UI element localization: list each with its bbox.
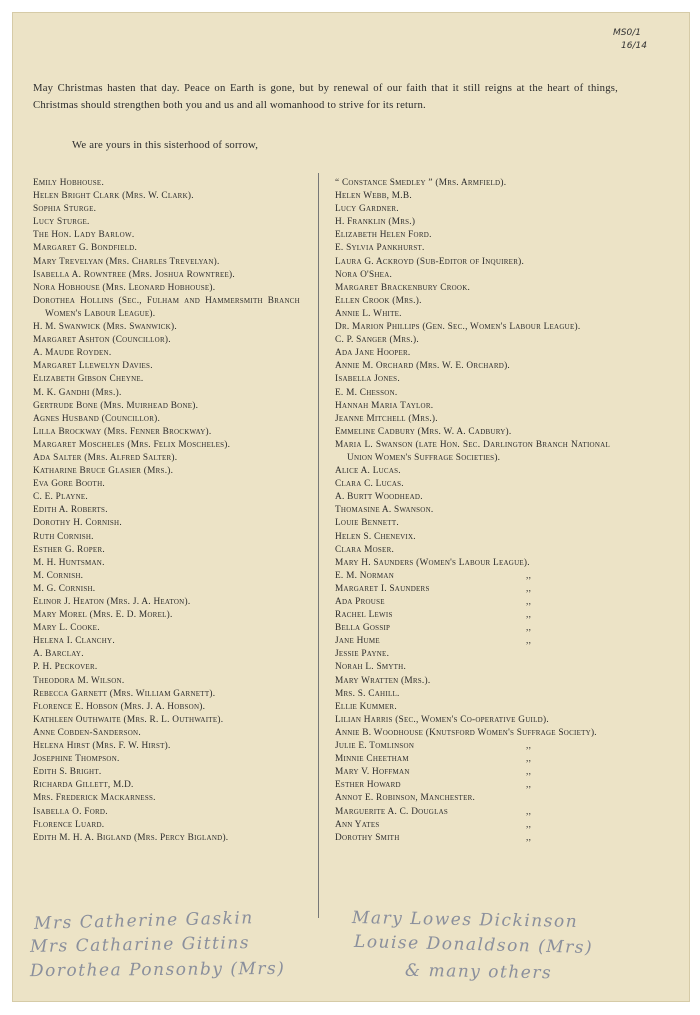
signatory-entry xyxy=(33,727,300,740)
signatory-entry xyxy=(33,504,300,517)
signatory-name: M. H. Huntsman. xyxy=(33,557,105,568)
signatory-entry xyxy=(33,242,300,255)
signatory-name: Emmeline Cadbury (Mrs. W. A. Cadbury). xyxy=(335,426,512,437)
signatory-entry xyxy=(33,229,300,242)
signatory-entry xyxy=(335,229,610,242)
signatory-entry xyxy=(33,373,300,386)
signatory-name: Margaret Ashton (Councillor). xyxy=(33,335,171,346)
signatory-name: Dr. Marion Phillips (Gen. Sec., Women's Labour League). xyxy=(335,322,581,333)
signatory-name: Esther Howard xyxy=(335,780,401,791)
signatory-entry xyxy=(33,832,300,845)
signatory-name: Florence Luard. xyxy=(33,819,105,830)
signatory-entry: Mary V. Hoffman ,, xyxy=(335,767,532,778)
signatory-name: Agnes Husband (Councillor). xyxy=(33,413,161,424)
signatory-entry xyxy=(33,688,300,701)
signatory-entry: Jane Hume ,, xyxy=(335,636,532,647)
signatory-entry xyxy=(33,648,300,661)
signatory-entry xyxy=(335,334,610,347)
signatory-name: A. Burtt Woodhead. xyxy=(335,492,423,503)
signatory-entry xyxy=(335,439,610,465)
signatory-name: Margaret Llewelyn Davies. xyxy=(33,361,153,372)
signatory-entry xyxy=(33,596,300,609)
signatory-name: Helena I. Clanchy. xyxy=(33,636,115,647)
signatory-name: Margaret G. Bondfield. xyxy=(33,243,138,254)
signatory-entry xyxy=(33,465,300,478)
signatory-name: Anne Cobden-Sanderson. xyxy=(33,727,141,738)
signatory-name: Ellie Kummer. xyxy=(335,701,397,712)
signatory-name: H. Franklin (Mrs.) xyxy=(335,217,416,228)
signatory-name: Margaret Moscheles (Mrs. Felix Moscheles). xyxy=(33,439,231,450)
signatory-entry xyxy=(33,622,300,635)
signatory-entry xyxy=(335,701,610,714)
signatory-entry: Ada Prouse ,, xyxy=(335,597,532,607)
signatory-entry xyxy=(33,269,300,282)
signatory-entry xyxy=(33,819,300,832)
signatory-name: Annie B. Woodhouse (Knutsford Women's Suffrage Society). xyxy=(335,727,597,738)
signatory-entry xyxy=(33,177,300,190)
signatory-entry xyxy=(33,321,300,334)
signatory-name: M. K. Gandhi (Mrs.). xyxy=(33,387,122,398)
signatory-entry xyxy=(33,753,300,766)
signatory-name: Helen Bright Clark (Mrs. W. Clark). xyxy=(33,191,194,202)
signatory-entry xyxy=(33,413,300,426)
signatory-entry: Margaret I. Saunders ,, xyxy=(335,583,532,594)
signatory-entry xyxy=(33,531,300,544)
signatory-entry xyxy=(33,203,300,216)
signatory-name: Ada Salter (Mrs. Alfred Salter). xyxy=(33,452,178,463)
signatory-name: Annie L. White. xyxy=(335,308,402,319)
signatory-entry xyxy=(335,413,610,426)
signatory-name: Helena Hirst (Mrs. F. W. Hirst). xyxy=(33,741,171,752)
signatory-entry xyxy=(335,295,610,308)
signatory-name: Ellen Crook (Mrs.). xyxy=(335,295,422,306)
signatory-entry xyxy=(335,517,610,530)
signatory-entry: Dorothy Smith ,, xyxy=(335,832,532,843)
signatory-name: Isabella O. Ford. xyxy=(33,806,108,817)
signatory-entry xyxy=(335,557,610,570)
signatory-entry xyxy=(33,544,300,557)
signatory-entry xyxy=(335,478,610,491)
signatory-name: Norah L. Smyth. xyxy=(335,662,407,673)
signatory-name: A. Barclay. xyxy=(33,649,84,660)
signatory-name: Richarda Gillett, M.D. xyxy=(33,780,134,791)
signatory-name: Florence E. Hobson (Mrs. J. A. Hobson). xyxy=(33,701,206,712)
signatory-entry xyxy=(335,426,610,439)
signatory-name: Nora O'Shea. xyxy=(335,269,393,280)
signatory-entry xyxy=(33,439,300,452)
handwritten-signature: & many others xyxy=(404,960,553,984)
signatory-entry xyxy=(335,531,610,544)
signatory-entry xyxy=(335,216,610,229)
signatory-entry xyxy=(335,269,610,282)
signatory-name: Mary H. Saunders (Women's Labour League). xyxy=(335,557,530,568)
signatory-entry xyxy=(33,806,300,819)
signatory-name: Mary Wratten (Mrs.). xyxy=(335,675,431,686)
signatory-entry xyxy=(33,347,300,360)
signatory-name: Isabella A. Rowntree (Mrs. Joshua Rowntree). xyxy=(33,269,235,280)
signatory-name: Laura G. Ackroyd (Sub-Editor of Inquirer). xyxy=(335,256,525,267)
signatory-name: C. E. Playne. xyxy=(33,492,88,503)
signatory-name: Lilian Harris (Sec., Women's Co-operative Guild). xyxy=(335,714,549,725)
signatory-name: Julie E. Tomlinson xyxy=(335,741,415,752)
signatory-name: Ada Jane Hooper. xyxy=(335,348,411,359)
signatory-entry xyxy=(33,387,300,400)
signatory-entry xyxy=(33,635,300,648)
signatory-entry xyxy=(335,465,610,478)
signatory-entry xyxy=(335,400,610,413)
signatory-name: Dorothea Hollins (Sec., Fulham and Hammersmith Branch Women's Labour League). xyxy=(33,295,300,319)
signatory-entry xyxy=(33,190,300,203)
signatory-name: Lilla Brockway (Mrs. Fenner Brockway). xyxy=(33,426,212,437)
signatory-entry xyxy=(33,334,300,347)
signatory-name: Hannah Maria Taylor. xyxy=(335,400,434,411)
signatory-entry xyxy=(33,256,300,269)
signatory-entry xyxy=(33,491,300,504)
signatory-name: Katharine Bruce Glasier (Mrs.). xyxy=(33,466,174,477)
signatory-name: Edith A. Roberts. xyxy=(33,505,108,516)
signatory-name: Jeanne Mitchell (Mrs.). xyxy=(335,413,438,424)
signatory-entry xyxy=(33,714,300,727)
signatory-entry xyxy=(33,282,300,295)
handwritten-signature: Dorothea Ponsonby (Mrs) xyxy=(29,958,286,982)
signatory-entry xyxy=(335,242,610,255)
signatory-entry xyxy=(335,177,610,190)
signatory-entry xyxy=(33,792,300,805)
signatory-name: Mrs. Frederick Mackarness. xyxy=(33,793,156,804)
signatory-entry xyxy=(335,282,610,295)
signatory-name: Clara Moser. xyxy=(335,544,395,555)
signatory-name: Annot E. Robinson, Manchester. xyxy=(335,793,476,804)
signatory-entry xyxy=(33,400,300,413)
signatory-entry: Rachel Lewis ,, xyxy=(335,610,532,621)
signatory-name: Alice A. Lucas. xyxy=(335,466,401,477)
signatory-entry xyxy=(335,347,610,360)
signatory-name: Jessie Payne. xyxy=(335,649,390,660)
signatory-name: The Hon. Lady Barlow. xyxy=(33,230,135,241)
signatory-name: E. M. Norman xyxy=(335,570,395,581)
signatory-entry: Julie E. Tomlinson ,, xyxy=(335,741,532,752)
signatory-name: Ada Prouse xyxy=(335,597,385,607)
signatory-entry xyxy=(335,360,610,373)
signatory-name: Edith M. H. A. Bigland (Mrs. Percy Bigland). xyxy=(33,832,229,843)
signatory-entry: Ann Yates ,, xyxy=(335,819,532,830)
signatory-name: Eva Gore Booth. xyxy=(33,479,105,490)
signatory-name: M. G. Cornish. xyxy=(33,583,96,594)
signatory-entry xyxy=(33,675,300,688)
signatory-entry xyxy=(33,740,300,753)
signatory-name: Lucy Gardner. xyxy=(335,204,399,215)
signatory-name: P. H. Peckover. xyxy=(33,662,98,673)
signatory-name: M. Cornish. xyxy=(33,570,84,581)
signatory-name: Maria L. Swanson (late Hon. Sec. Darlington Branch National Union Women's Suffrage Societies). xyxy=(335,439,610,463)
signatory-name: Margaret Brackenbury Crook. xyxy=(335,282,471,293)
signatory-name: Kathleen Outhwaite (Mrs. R. L. Outhwaite). xyxy=(33,714,224,725)
signatory-name: Bella Gossip xyxy=(335,623,391,634)
signatory-name: Lucy Sturge. xyxy=(33,217,90,228)
signatory-entry xyxy=(335,387,610,400)
signatory-entry xyxy=(33,478,300,491)
signatory-entry xyxy=(33,295,300,321)
signatory-entry: Esther Howard ,, xyxy=(335,780,532,791)
signatory-entry xyxy=(33,570,300,583)
signatory-name: Margaret I. Saunders xyxy=(335,583,430,594)
archive-ref-line-1: MS0/1 xyxy=(613,28,641,38)
signatory-name: Dorothy Smith xyxy=(335,832,400,843)
signatory-name: A. Maude Royden. xyxy=(33,348,112,359)
signatory-name: Esther G. Roper. xyxy=(33,544,105,555)
signatory-name: Josephine Thompson. xyxy=(33,754,120,765)
signatories-left-column xyxy=(33,177,300,845)
signatory-entry xyxy=(335,688,610,701)
signatory-name: Theodora M. Wilson. xyxy=(33,675,125,686)
signatory-name: Mrs. S. Cahill. xyxy=(335,688,400,699)
signatory-name: Mary V. Hoffman xyxy=(335,767,410,778)
signatory-entry: Minnie Cheetham ,, xyxy=(335,754,532,765)
signatory-name: Thomasine A. Swanson. xyxy=(335,505,434,516)
handwritten-signature: Louise Donaldson (Mrs) xyxy=(353,931,594,959)
signatory-entry xyxy=(335,727,610,740)
signatory-entry xyxy=(33,701,300,714)
signatory-name: Dorothy H. Cornish. xyxy=(33,518,122,529)
signatory-name: Minnie Cheetham xyxy=(335,754,409,765)
signatory-entry xyxy=(33,426,300,439)
signatory-name: Isabella Jones. xyxy=(335,374,400,385)
signatory-name: Louie Bennett. xyxy=(335,518,399,529)
signatory-entry xyxy=(335,491,610,504)
signatory-entry xyxy=(335,504,610,517)
signatory-entry xyxy=(335,675,610,688)
signatory-name: E. M. Chesson. xyxy=(335,387,398,398)
signatory-name: H. M. Swanwick (Mrs. Swanwick). xyxy=(33,322,177,333)
signatory-name: Jane Hume xyxy=(335,636,380,647)
archive-reference xyxy=(613,27,647,53)
signatory-name: Ruth Cornish. xyxy=(33,531,94,542)
signatory-name: Helen S. Chenevix. xyxy=(335,531,416,542)
signatory-name: Elinor J. Heaton (Mrs. J. A. Heaton). xyxy=(33,597,191,607)
signatory-name: “ Constance Smedley ” (Mrs. Armfield). xyxy=(335,178,507,188)
signatory-name: Rachel Lewis xyxy=(335,610,393,621)
intro-paragraph: May Christmas hasten that day. Peace on Earth is gone, but by renewal of our faith that it still reigns at the heart of things, Christmas should strengthen both you and us and all womanhood to strive for its return. xyxy=(33,82,618,111)
signatory-name: Emily Hobhouse. xyxy=(33,178,105,188)
column-divider xyxy=(318,173,319,918)
handwritten-signature: Mary Lowes Dickinson xyxy=(351,908,579,932)
signatories-right-column xyxy=(335,177,610,845)
signatory-entry xyxy=(33,609,300,622)
signatory-name: Clara C. Lucas. xyxy=(335,479,404,490)
signatory-entry xyxy=(33,452,300,465)
signatory-entry xyxy=(33,661,300,674)
signatory-entry xyxy=(335,321,610,334)
signatory-entry xyxy=(335,203,610,216)
signatory-entry xyxy=(335,308,610,321)
signatory-entry xyxy=(33,216,300,229)
signatory-entry: E. M. Norman ,, xyxy=(335,570,532,581)
handwritten-signature: Mrs Catharine Gittins xyxy=(29,933,251,957)
signatory-name: E. Sylvia Pankhurst. xyxy=(335,243,425,254)
signatory-name: Mary Trevelyan (Mrs. Charles Trevelyan). xyxy=(33,256,220,267)
signatory-entry xyxy=(335,792,610,805)
handwritten-signature: Mrs Catherine Gaskin xyxy=(33,908,254,934)
signatory-name: Helen Webb, M.B. xyxy=(335,191,412,202)
signatory-name: Elizabeth Gibson Cheyne. xyxy=(33,374,144,385)
signatory-entry xyxy=(335,373,610,386)
signatory-entry xyxy=(335,648,610,661)
signatory-entry xyxy=(33,583,300,596)
signatory-name: Annie M. Orchard (Mrs. W. E. Orchard). xyxy=(335,361,510,372)
closing-line: We are yours in this sisterhood of sorrow, xyxy=(72,139,259,151)
signatory-entry: Bella Gossip ,, xyxy=(335,623,532,634)
signatory-name: Mary L. Cooke. xyxy=(33,623,100,634)
signatory-name: Nora Hobhouse (Mrs. Leonard Hobhouse). xyxy=(33,282,216,293)
signatory-name: Sophia Sturge. xyxy=(33,204,97,215)
archive-ref-line-2: 16/14 xyxy=(621,41,647,51)
signatory-entry xyxy=(33,779,300,792)
signatory-entry xyxy=(335,544,610,557)
signatory-name: Ann Yates xyxy=(335,819,380,830)
signatory-name: Gertrude Bone (Mrs. Muirhead Bone). xyxy=(33,400,199,411)
signatory-entry xyxy=(33,517,300,530)
signatory-name: Marguerite A. C. Douglas xyxy=(335,806,449,817)
signatory-name: Elizabeth Helen Ford. xyxy=(335,230,432,241)
signatory-name: C. P. Sanger (Mrs.). xyxy=(335,335,419,346)
signatory-name: Mary Morel (Mrs. E. D. Morel). xyxy=(33,610,173,621)
signatory-entry: Marguerite A. C. Douglas ,, xyxy=(335,806,532,817)
signatory-entry xyxy=(335,190,610,203)
signatory-entry xyxy=(33,557,300,570)
signatory-entry xyxy=(33,766,300,779)
signatory-name: Rebecca Garnett (Mrs. William Garnett). xyxy=(33,688,216,699)
signatory-entry xyxy=(335,661,610,674)
signatory-name: Edith S. Bright. xyxy=(33,767,102,778)
signatory-entry xyxy=(335,714,610,727)
signatory-entry xyxy=(33,360,300,373)
signatory-entry xyxy=(335,256,610,269)
